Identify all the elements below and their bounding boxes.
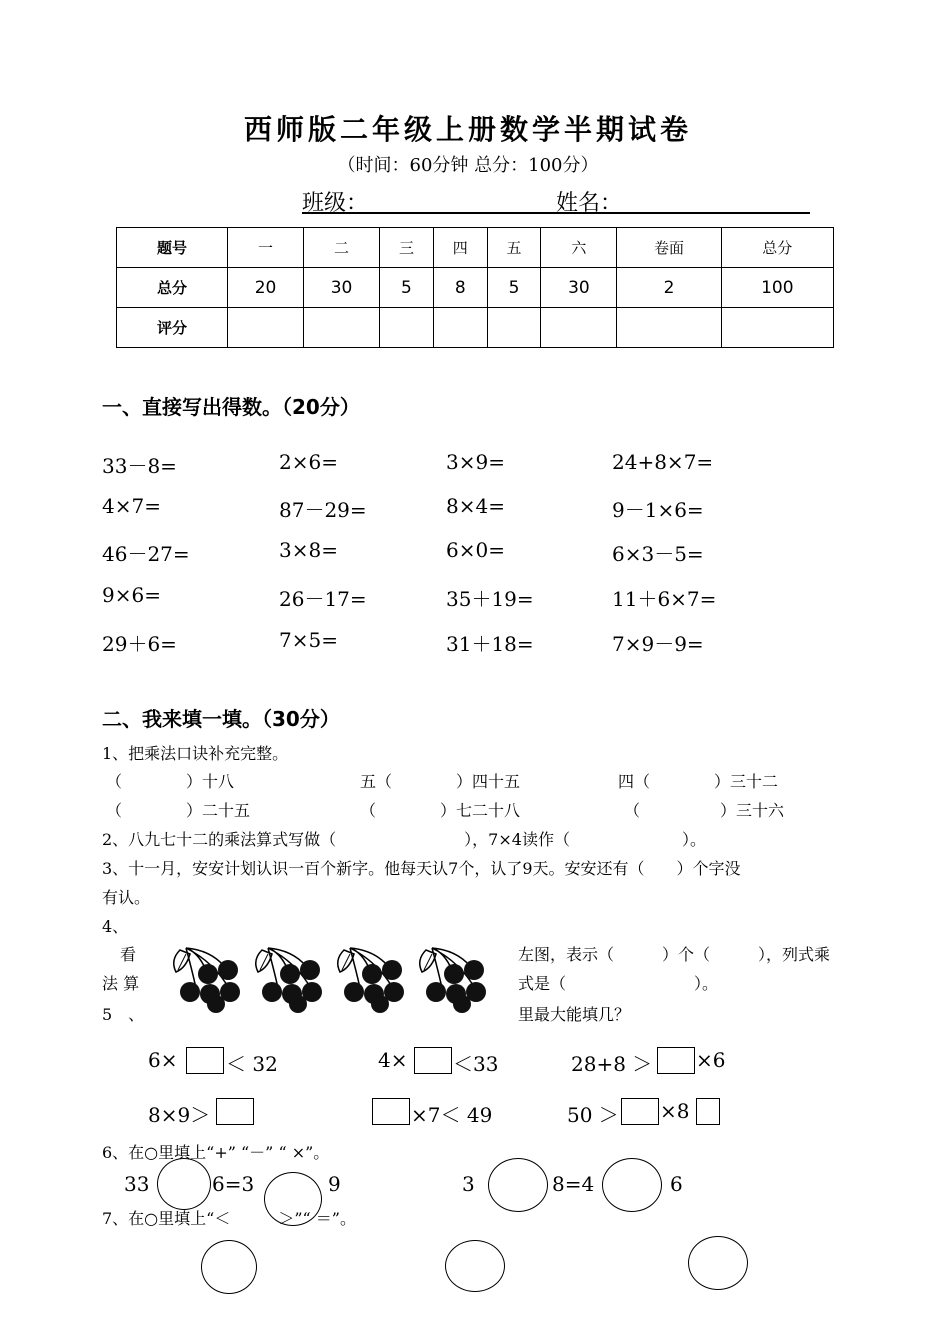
grade-cell[interactable] — [541, 308, 617, 348]
table-cell: 5 — [380, 268, 434, 308]
class-label: 班级： — [302, 191, 369, 216]
q1-blank: 五（ ）四十五 — [360, 772, 521, 791]
q1-blank: （ ）三十六 — [624, 801, 785, 820]
calc-item: 24+8×7= — [612, 450, 714, 474]
calc-item: 3×8= — [279, 538, 338, 562]
name-label: 姓名： — [556, 191, 623, 216]
table-cell: 二 — [304, 228, 380, 268]
table-cell: 2 — [617, 268, 721, 308]
calc-item: 4×7= — [102, 494, 161, 518]
table-cell: 30 — [304, 268, 380, 308]
answer-box[interactable] — [414, 1047, 452, 1074]
q3-text-cont: 有认。 — [102, 888, 151, 907]
table-cell: 总分 — [117, 268, 228, 308]
table-cell: 100 — [721, 268, 833, 308]
score-table-header-row — [117, 228, 834, 268]
table-cell: 总分 — [721, 228, 833, 268]
calc-item: 35＋19= — [446, 587, 534, 611]
q5-number: 5 、 — [102, 1005, 145, 1024]
table-cell: 8 — [433, 268, 487, 308]
page-title: 西师版二年级上册数学半期试卷 — [243, 113, 692, 146]
q5-expr-post: ＜33 — [453, 1052, 499, 1076]
exam-meta: （时间：60分钟 总分：100分） — [337, 155, 599, 176]
score-table — [116, 227, 834, 348]
q5-expr-post: ＜ 32 — [226, 1052, 278, 1076]
q1-blank: （ ）十八 — [106, 772, 235, 791]
answer-box[interactable] — [186, 1047, 224, 1074]
table-cell: 一 — [228, 228, 304, 268]
q5-expr-post: ×8 — [660, 1099, 690, 1123]
cherry-cluster-image — [168, 940, 248, 1015]
table-cell: 四 — [433, 228, 487, 268]
q5-text: 里最大能填几？ — [518, 1005, 631, 1024]
q6-operand: 9 — [328, 1172, 341, 1196]
section1-heading: 一、直接写出得数。（20分） — [102, 395, 360, 419]
q6-operand: 6=3 — [212, 1172, 255, 1196]
q1-blank: 四（ ）三十二 — [618, 772, 779, 791]
calc-item: 7×5= — [279, 628, 338, 652]
q7-text: 7、在○里填上“＜ ＞”“ ＝”。 — [102, 1209, 356, 1228]
q5-expr-pre: 8×9＞ — [148, 1103, 211, 1127]
score-table-grade-row — [117, 308, 834, 348]
grade-cell[interactable] — [433, 308, 487, 348]
q3-text: 3、十一月，安安计划认识一百个新字。他每天认7个，认了9天。安安还有（ ）个字没 — [102, 859, 741, 878]
cherry-cluster-image — [414, 940, 494, 1015]
cherry-cluster-image — [250, 940, 330, 1015]
q5-expr-post: ×7＜ 49 — [411, 1103, 493, 1127]
calc-item: 31＋18= — [446, 632, 534, 656]
answer-box[interactable] — [216, 1098, 254, 1125]
calc-item: 29＋6= — [102, 632, 177, 656]
calc-item: 2×6= — [279, 450, 338, 474]
q6-text: 6、在○里填上“+” “－” “ ×”。 — [102, 1143, 330, 1162]
q4-left-text-2: 法 算 — [102, 974, 140, 993]
q5-expr-pre: 4× — [378, 1048, 408, 1072]
compare-circle[interactable] — [445, 1240, 505, 1292]
table-cell: 六 — [541, 228, 617, 268]
grade-cell[interactable] — [228, 308, 304, 348]
q5-expr-pre: 6× — [148, 1048, 178, 1072]
operator-circle[interactable] — [488, 1158, 548, 1212]
table-cell: 评分 — [117, 308, 228, 348]
table-cell: 五 — [487, 228, 541, 268]
q4-right-text-2: 式是（ ）。 — [518, 974, 719, 993]
operator-circle[interactable] — [157, 1158, 211, 1210]
q6-operand: 6 — [670, 1172, 683, 1196]
calc-item: 87－29= — [279, 498, 367, 522]
calc-item: 46－27= — [102, 542, 190, 566]
calc-item: 9×6= — [102, 583, 161, 607]
grade-cell[interactable] — [304, 308, 380, 348]
table-cell: 三 — [380, 228, 434, 268]
q2-text: 2、八九七十二的乘法算式写做（ ），7×4读作（ ）。 — [102, 830, 706, 849]
calc-item: 26－17= — [279, 587, 367, 611]
q1-text: 1、把乘法口诀补充完整。 — [102, 744, 289, 763]
table-cell: 5 — [487, 268, 541, 308]
q6-operand: 8=4 — [552, 1172, 595, 1196]
grade-cell[interactable] — [721, 308, 833, 348]
calc-item: 3×9= — [446, 450, 505, 474]
cherry-cluster-image — [332, 940, 412, 1015]
table-cell: 20 — [228, 268, 304, 308]
q4-right-text: 左图，表示（ ）个（ ），列式乘 — [518, 945, 831, 964]
calc-item: 33－8= — [102, 454, 177, 478]
q5-expr-pre: 50 ＞ — [567, 1103, 619, 1127]
calc-item: 7×9－9= — [612, 632, 704, 656]
grade-cell[interactable] — [487, 308, 541, 348]
q5-expr-pre: 28+8 ＞ — [571, 1052, 653, 1076]
compare-circle[interactable] — [201, 1240, 257, 1294]
score-table-total-row — [117, 268, 834, 308]
q6-operand: 33 — [124, 1172, 150, 1196]
q4-left-text: 看 — [120, 945, 137, 964]
table-cell: 30 — [541, 268, 617, 308]
operator-circle[interactable] — [602, 1158, 662, 1212]
q5-expr-post: ×6 — [696, 1048, 726, 1072]
calc-item: 6×0= — [446, 538, 505, 562]
compare-circle[interactable] — [688, 1236, 748, 1290]
answer-box[interactable] — [372, 1098, 410, 1125]
grade-cell[interactable] — [617, 308, 721, 348]
answer-box[interactable] — [621, 1098, 659, 1125]
answer-box[interactable] — [696, 1098, 720, 1125]
answer-box[interactable] — [657, 1047, 695, 1074]
q6-operand: 3 — [462, 1172, 475, 1196]
q4-number: 4、 — [102, 917, 129, 936]
info-underline — [302, 212, 810, 214]
calc-item: 9－1×6= — [612, 498, 704, 522]
table-cell: 题号 — [117, 228, 228, 268]
q1-blank: （ ）二十五 — [106, 801, 251, 820]
table-cell: 卷面 — [617, 228, 721, 268]
calc-item: 8×4= — [446, 494, 505, 518]
calc-item: 6×3－5= — [612, 542, 704, 566]
q1-blank: （ ）七二十八 — [360, 801, 521, 820]
section2-heading: 二、我来填一填。（30分） — [102, 707, 340, 731]
calc-item: 11＋6×7= — [612, 587, 717, 611]
grade-cell[interactable] — [380, 308, 434, 348]
